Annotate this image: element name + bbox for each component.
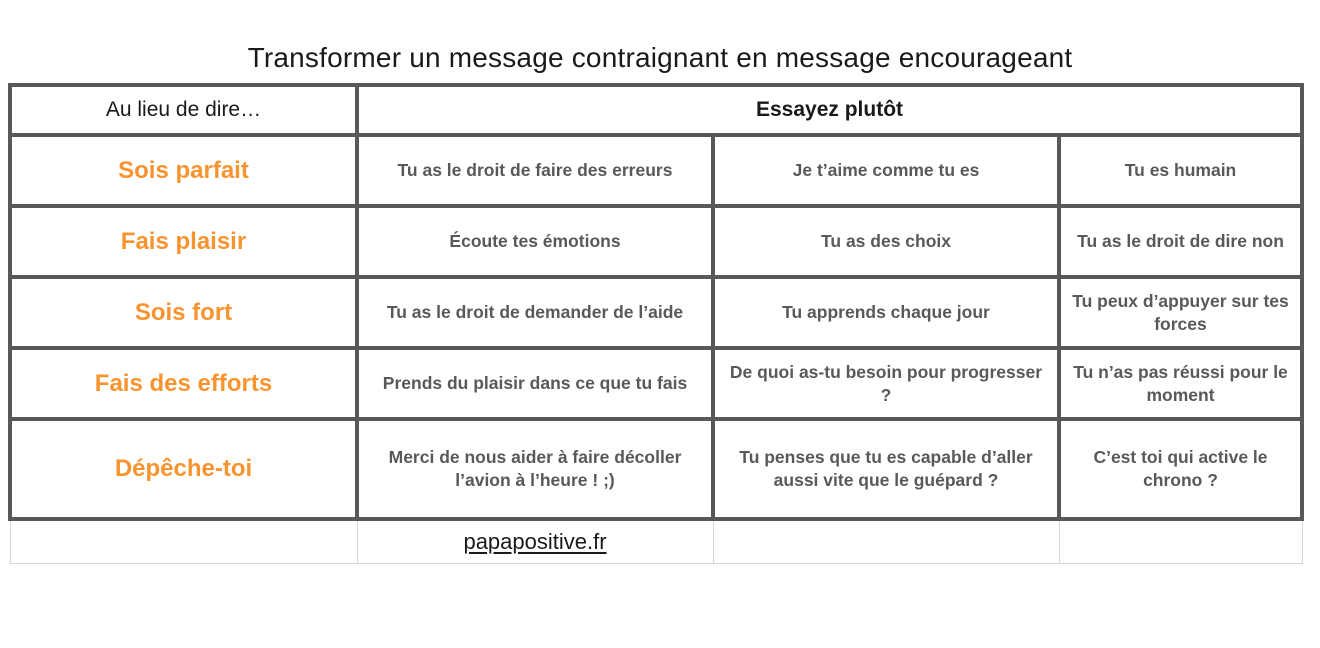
- encouraging-message: Tu as le droit de faire des erreurs: [357, 135, 713, 206]
- constraining-message-fais-des-efforts: Fais des efforts: [10, 348, 357, 419]
- encouraging-message: Tu as le droit de dire non: [1059, 206, 1302, 277]
- message-transformation-table: [8, 83, 1304, 564]
- encouraging-message: Prends du plaisir dans ce que tu fais: [357, 348, 713, 419]
- table-row: [10, 419, 1302, 519]
- encouraging-message: C’est toi qui active le chrono ?: [1059, 419, 1302, 519]
- page-title: Transformer un message contraignant en message encourageant: [247, 42, 1073, 73]
- encouraging-message: De quoi as-tu besoin pour progresser ?: [713, 348, 1059, 419]
- constraining-message-depeche-toi: Dépêche-toi: [10, 419, 357, 519]
- encouraging-message: Tu peux d’appuyer sur tes forces: [1059, 277, 1302, 348]
- papapositive-link[interactable]: papapositive.fr: [463, 528, 607, 554]
- encouraging-message: Tu as le droit de demander de l’aide: [357, 277, 713, 348]
- encouraging-message: Je t’aime comme tu es: [713, 135, 1059, 206]
- encouraging-message: Tu penses que tu es capable d’aller aussi vite que le guépard ?: [713, 419, 1059, 519]
- footer-empty-cell: [713, 519, 1059, 563]
- table-row: [10, 135, 1302, 206]
- constraining-message-sois-parfait: Sois parfait: [10, 135, 357, 206]
- footer-row: [10, 519, 1302, 563]
- table-row: [10, 348, 1302, 419]
- footer-link-cell: [357, 519, 713, 563]
- footer-empty-cell: [10, 519, 357, 563]
- encouraging-message: Tu n’as pas réussi pour le moment: [1059, 348, 1302, 419]
- encouraging-message: Tu apprends chaque jour: [713, 277, 1059, 348]
- header-row: [10, 85, 1302, 135]
- header-essayez-plutot: Essayez plutôt: [357, 85, 1302, 135]
- encouraging-message: Écoute tes émotions: [357, 206, 713, 277]
- encouraging-message: Tu es humain: [1059, 135, 1302, 206]
- constraining-message-sois-fort: Sois fort: [10, 277, 357, 348]
- constraining-message-fais-plaisir: Fais plaisir: [10, 206, 357, 277]
- header-au-lieu-de-dire: Au lieu de dire…: [10, 85, 357, 135]
- footer-empty-cell: [1059, 519, 1302, 563]
- encouraging-message: Merci de nous aider à faire décoller l’avion à l’heure ! ;): [357, 419, 713, 519]
- table-row: [10, 277, 1302, 348]
- table-row: [10, 206, 1302, 277]
- encouraging-message: Tu as des choix: [713, 206, 1059, 277]
